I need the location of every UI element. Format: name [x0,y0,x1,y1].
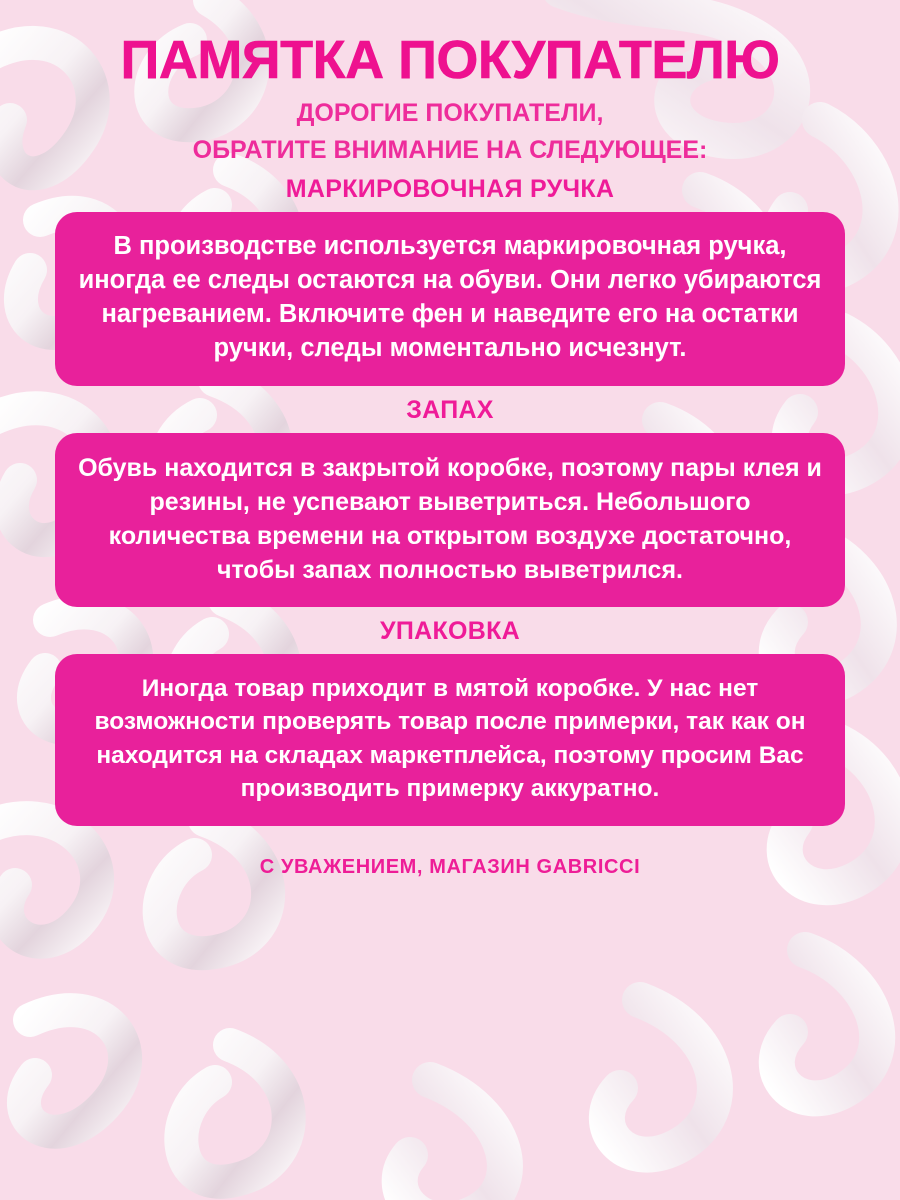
footer-signature: С УВАЖЕНИЕМ, МАГАЗИН GABRICCI [259,856,641,879]
section-card-odor [55,433,845,607]
section-card-packaging [55,654,845,826]
section-body-odor: Обувь находится в закрытой коробке, поэтому пары клея и резины, не успевают выветриться. Небольшого количества времени на открытом воздухе достаточно, чтобы запах полностью выветрился. [78,453,822,584]
section-heading-marker-pen: МАРКИРОВОЧНАЯ РУЧКА [285,175,615,204]
section-card-marker-pen [55,212,845,386]
section-heading-odor: ЗАПАХ [406,395,494,424]
section-body-packaging: Иногда товар приходит в мятой коробке. У нас нет возможности проверять товар после примерки, так как он находится на складах маркетплейса, поэтому просим Вас производить примерку аккуратно. [94,674,806,803]
subtitle-line-1: ДОРОГИЕ ПОКУПАТЕЛИ, [296,99,604,128]
section-body-marker-pen: В производстве используется маркировочная ручка, иногда ее следы остаются на обуви. Они легко убираются нагреванием. Включите фен и наведите его на остатки ручки, следы моментально исчезнут. [78,232,822,362]
section-heading-packaging: УПАКОВКА [379,616,521,645]
page-title: ПАМЯТКА ПОКУПАТЕЛЮ [120,30,780,90]
subtitle-line-2: ОБРАТИТЕ ВНИМАНИЕ НА СЛЕДУЮЩЕЕ: [192,135,708,164]
